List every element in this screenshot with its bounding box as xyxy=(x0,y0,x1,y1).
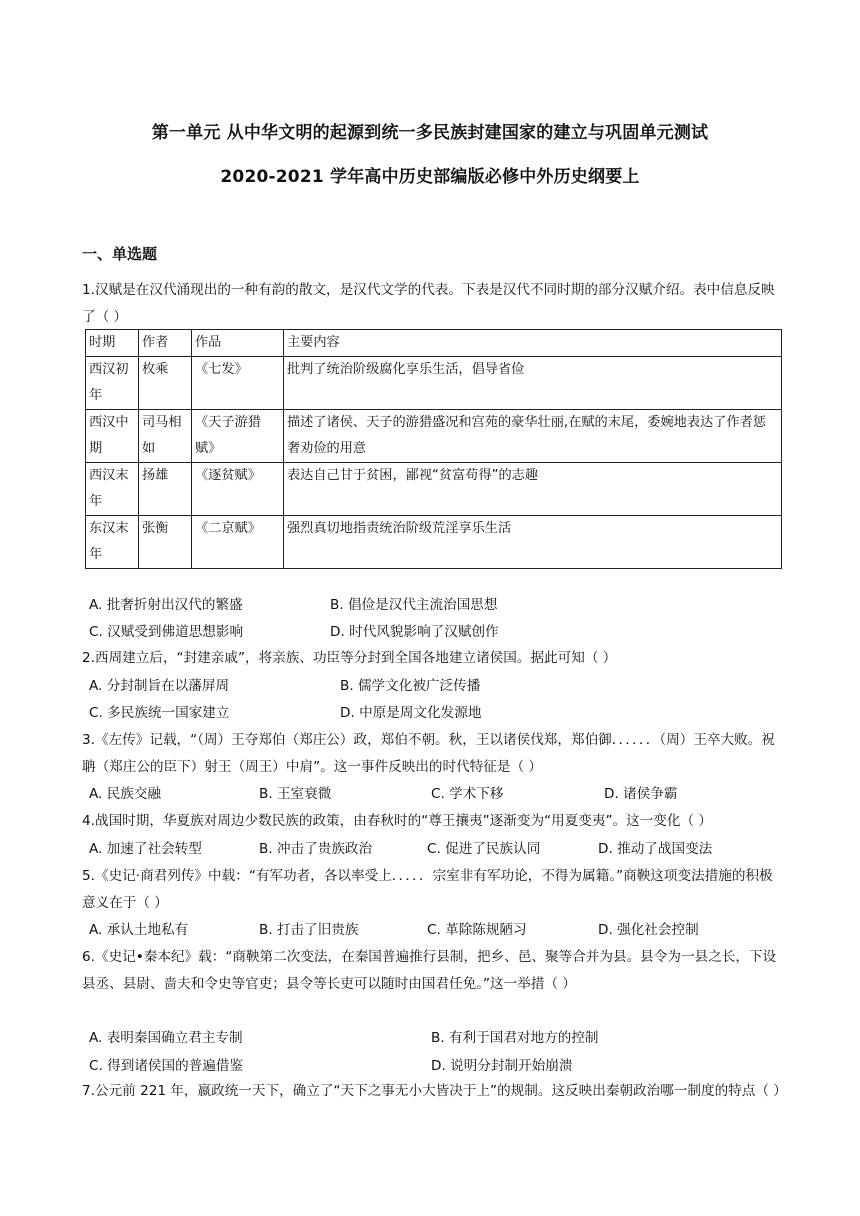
q5-option-a: A. 承认土地私有 xyxy=(89,922,189,938)
table-cell: 批判了统治阶级腐化享乐生活，倡导省俭 xyxy=(284,357,782,410)
q5-option-d: D. 强化社会控制 xyxy=(598,922,699,938)
hanfu-table xyxy=(85,329,782,569)
table-cell: 描述了诸侯、天子的游猎盛况和宫苑的豪华壮丽,在赋的末尾，委婉地表达了作者惩奢劝俭的用意 xyxy=(284,410,782,463)
question-4-stem: 4.战国时期，华夏族对周边少数民族的政策，由春秋时的“尊王攘夷”逐渐变为“用夏变夷”。这一变化（ ） xyxy=(82,813,712,829)
q2-option-d: D. 中原是周文化发源地 xyxy=(340,705,482,721)
table-cell: 东汉末年 xyxy=(86,516,139,569)
q3-option-a: A. 民族交融 xyxy=(89,786,162,802)
table-cell: 《二京赋》 xyxy=(192,516,284,569)
q1-option-d: D. 时代风貌影响了汉赋创作 xyxy=(330,624,499,640)
table-header-row xyxy=(86,330,782,357)
question-6-stem: 6.《史记•秦本纪》载：“商鞅第二次变法，在秦国普遍推行县制，把乡、邑、聚等合并为县。县令为一县之长，下设县丞、县尉、啬夫和令史等官吏；县令等长吏可以随时由国君任免。”这一举措（ ） xyxy=(82,949,777,992)
table-cell: 表达自己甘于贫困，鄙视“贫富苟得”的志趣 xyxy=(284,463,782,516)
table-cell: 《天子游猎赋》 xyxy=(192,410,284,463)
table-header-cell: 时期 xyxy=(86,330,139,357)
document-title-line1: 第一单元 从中华文明的起源到统一多民族封建国家的建立与巩固单元测试 xyxy=(151,123,709,143)
q2-option-a: A. 分封制旨在以藩屏周 xyxy=(89,678,230,694)
table-cell: 强烈真切地指责统治阶级荒淫享乐生活 xyxy=(284,516,782,569)
question-7-stem: 7.公元前 221 年，嬴政统一天下，确立了“天下之事无小大皆决于上”的规制。这反映出秦朝政治哪一制度的特点（ ） xyxy=(82,1083,787,1099)
q6-option-d: D. 说明分封制开始崩溃 xyxy=(431,1058,573,1074)
q2-option-c: C. 多民族统一国家建立 xyxy=(89,705,230,721)
table-cell: 《逐贫赋》 xyxy=(192,463,284,516)
q1-option-c: C. 汉赋受到佛道思想影响 xyxy=(89,624,244,640)
section-heading: 一、单选题 xyxy=(82,245,158,263)
q4-option-d: D. 推动了战国变法 xyxy=(598,841,713,857)
q6-option-c: C. 得到诸侯国的普遍借鉴 xyxy=(89,1058,244,1074)
table-row xyxy=(86,463,782,516)
q3-option-b: B. 王室衰微 xyxy=(259,786,332,802)
question-5-stem: 5.《史记·商君列传》中载：“有军功者，各以率受上．．．．．宗室非有军功论，不得为属籍。”商鞅这项变法措施的积极意义在于（ ） xyxy=(82,868,773,911)
q5-option-c: C. 革除陈规陋习 xyxy=(427,922,527,938)
q3-option-c: C. 学术下移 xyxy=(431,786,504,802)
q6-option-a: A. 表明秦国确立君主专制 xyxy=(89,1030,243,1046)
q4-option-b: B. 冲击了贵族政治 xyxy=(259,841,373,857)
q6-option-b: B. 有利于国君对地方的控制 xyxy=(431,1030,599,1046)
q4-option-c: C. 促进了民族认同 xyxy=(427,841,541,857)
q5-option-b: B. 打击了旧贵族 xyxy=(259,922,359,938)
table-cell: 《七发》 xyxy=(192,357,284,410)
table-cell: 张衡 xyxy=(139,516,192,569)
question-2-stem: 2.西周建立后，“封建亲戚”，将亲族、功臣等分封到全国各地建立诸侯国。据此可知（ ） xyxy=(82,650,617,666)
table-header-cell: 主要内容 xyxy=(284,330,782,357)
table-cell: 扬雄 xyxy=(139,463,192,516)
table-row xyxy=(86,516,782,569)
table-header-cell: 作者 xyxy=(139,330,192,357)
table-cell: 西汉末年 xyxy=(86,463,139,516)
q1-option-a: A. 批奢折射出汉代的繁盛 xyxy=(89,597,243,613)
table-row xyxy=(86,357,782,410)
table-cell: 枚乘 xyxy=(139,357,192,410)
table-cell: 西汉初年 xyxy=(86,357,139,410)
table-cell: 西汉中期 xyxy=(86,410,139,463)
q3-option-d: D. 诸侯争霸 xyxy=(604,786,678,802)
table-cell: 司马相如 xyxy=(139,410,192,463)
q2-option-b: B. 儒学文化被广泛传播 xyxy=(340,678,481,694)
question-1-stem: 1.汉赋是在汉代涌现出的一种有韵的散文，是汉代文学的代表。下表是汉代不同时期的部分汉赋介绍。表中信息反映了（ ） xyxy=(82,282,775,325)
table-row xyxy=(86,410,782,463)
q1-option-b: B. 倡俭是汉代主流治国思想 xyxy=(330,597,498,613)
q4-option-a: A. 加速了社会转型 xyxy=(89,841,202,857)
document-title-line2: 2020-2021 学年高中历史部编版必修中外历史纲要上 xyxy=(220,167,640,187)
question-3-stem: 3.《左传》记载，“（周）王夺郑伯（郑庄公）政，郑伯不朝。秋，王以诸侯伐郑，郑伯御．．．．．．（周）王卒大败。祝聃（郑庄公的臣下）射王（周王）中肩”。这一事件反映出的时代特征是（ ） xyxy=(82,732,775,775)
table-header-cell: 作品 xyxy=(192,330,284,357)
